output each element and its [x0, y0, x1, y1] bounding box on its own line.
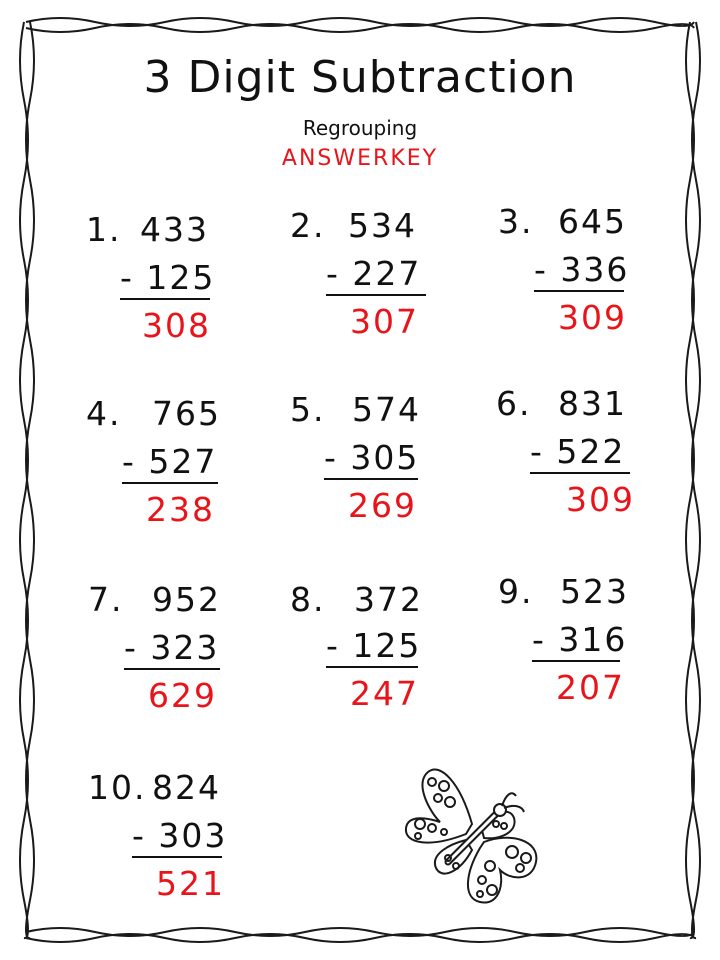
minuend: 534 [348, 206, 417, 245]
minuend: 765 [152, 394, 221, 433]
problem-6 [496, 384, 666, 534]
problem-7 [88, 580, 258, 730]
page-subtitle: Regrouping [302, 116, 418, 140]
minuend: 372 [354, 580, 423, 619]
answer: 238 [146, 490, 215, 529]
subtrahend: - 336 [534, 250, 630, 289]
problem-8 [290, 580, 460, 730]
answer-line [324, 478, 418, 480]
minuend: 433 [140, 210, 209, 249]
answer: 629 [148, 676, 217, 715]
answer-line [124, 668, 220, 670]
problem-2 [290, 206, 460, 356]
problem-number: 8. [290, 580, 326, 619]
answer-line [532, 660, 620, 662]
problem-number: 6. [496, 384, 532, 423]
subtrahend: - 323 [124, 628, 220, 667]
problem-number: 10. [88, 768, 147, 807]
problem-number: 1. [86, 210, 122, 249]
answer: 309 [566, 480, 635, 519]
answer-line [122, 482, 218, 484]
problem-number: 7. [88, 580, 124, 619]
answer: 308 [142, 306, 211, 345]
answer-line [534, 290, 624, 292]
subtrahend: - 316 [532, 620, 628, 659]
minuend: 824 [152, 768, 221, 807]
answer: 309 [558, 298, 627, 337]
answer-line [326, 666, 418, 668]
problem-number: 2. [290, 206, 326, 245]
problem-number: 9. [498, 572, 534, 611]
problem-4 [86, 394, 256, 544]
answer: 207 [556, 668, 625, 707]
problem-9 [498, 572, 668, 722]
problem-1 [86, 210, 256, 360]
minuend: 645 [558, 202, 627, 241]
subtrahend: - 527 [122, 442, 218, 481]
problem-number: 5. [290, 390, 326, 429]
answer: 521 [156, 864, 225, 903]
problem-number: 3. [498, 202, 534, 241]
problem-number: 4. [86, 394, 122, 433]
answer: 307 [350, 302, 419, 341]
answer-key-label: ANSWERKEY [281, 146, 439, 171]
problem-10 [88, 768, 258, 918]
minuend: 574 [352, 390, 421, 429]
subtrahend: - 125 [326, 626, 422, 665]
butterfly-icon [400, 762, 550, 912]
answer: 269 [348, 486, 417, 525]
subtrahend: - 305 [324, 438, 420, 477]
subtrahend: - 522 [530, 432, 626, 471]
subtrahend: - 227 [326, 254, 422, 293]
answer: 247 [350, 674, 419, 713]
minuend: 523 [560, 572, 629, 611]
answer-line [132, 856, 222, 858]
minuend: 831 [558, 384, 627, 423]
minuend: 952 [152, 580, 221, 619]
subtrahend: - 125 [120, 258, 216, 297]
problem-3 [498, 202, 668, 352]
subtrahend: - 303 [132, 816, 228, 855]
answer-line [120, 298, 210, 300]
answer-line [326, 294, 426, 296]
page-title: 3 Digit Subtraction [143, 52, 577, 103]
answer-line [530, 472, 630, 474]
problem-5 [290, 390, 460, 540]
